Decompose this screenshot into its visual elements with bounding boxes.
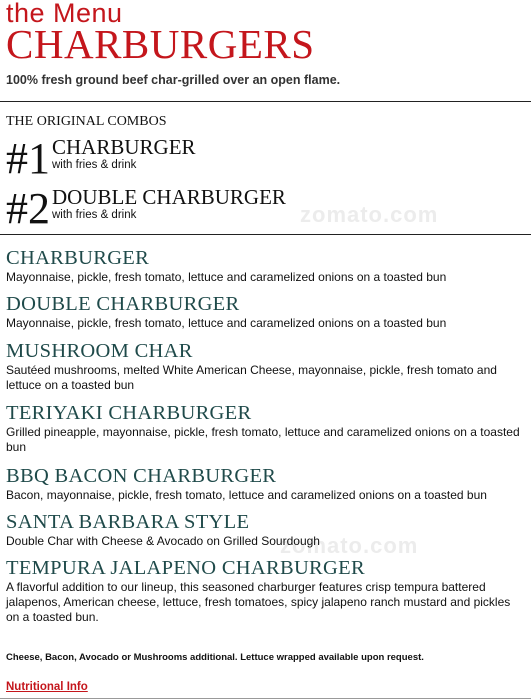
divider: [0, 234, 531, 235]
menu-item-name: CHARBURGER: [6, 247, 150, 269]
menu-item-desc: Grilled pineapple, mayonnaise, pickle, fresh tomato, lettuce and caramelized onions on a toasted bun: [6, 425, 520, 454]
footnote: Cheese, Bacon, Avocado or Mushrooms additional. Lettuce wrapped available upon request.: [6, 652, 424, 663]
divider: [0, 101, 531, 102]
menu-item: [6, 293, 524, 331]
menu-item-desc: Mayonnaise, pickle, fresh tomato, lettuce and caramelized onions on a toasted bun: [6, 270, 447, 284]
combo-sub: with fries & drink: [52, 209, 137, 221]
menu-item-name: TERIYAKI CHARBURGER: [6, 402, 252, 424]
menu-item-desc: Mayonnaise, pickle, fresh tomato, lettuce and caramelized onions on a toasted bun: [6, 316, 447, 330]
menu-item-name: TEMPURA JALAPENO CHARBURGER: [6, 557, 365, 579]
menu-item: [6, 465, 524, 503]
page-title: CHARBURGERS: [6, 21, 315, 67]
menu-kicker: the Menu: [6, 0, 123, 28]
menu-item-desc: Double Char with Cheese & Avocado on Grilled Sourdough: [6, 534, 320, 548]
combo-sub: with fries & drink: [52, 159, 137, 171]
watermark: zomato.com: [300, 202, 439, 227]
menu-item-desc: A flavorful addition to our lineup, this seasoned charburger features crisp tempura battered jalapenos, American cheese, lettuce, fresh tomatoes, spicy jalapeno ranch mustard and pickles on a toasted bun.: [6, 580, 511, 624]
menu-item: [6, 402, 524, 455]
menu-item-name: DOUBLE CHARBURGER: [6, 293, 240, 315]
menu-item: [6, 511, 524, 549]
combo-number: #1: [6, 134, 50, 183]
combo-number: #2: [6, 184, 50, 233]
tagline: 100% fresh ground beef char-grilled over an open flame.: [6, 73, 341, 87]
menu-item: [6, 247, 524, 285]
menu-item: [6, 557, 524, 625]
menu-item-name: BBQ BACON CHARBURGER: [6, 465, 277, 487]
divider: [0, 698, 531, 699]
watermark: zomato.com: [280, 533, 419, 558]
menu-item-desc: Sautéed mushrooms, melted White American Cheese, mayonnaise, pickle, fresh tomato and lettuce on a toasted bun: [6, 363, 497, 392]
menu-item-desc: Bacon, mayonnaise, pickle, fresh tomato, lettuce and caramelized onions on a toasted bun: [6, 488, 487, 502]
menu-item-name: MUSHROOM CHAR: [6, 340, 193, 362]
combo-name: CHARBURGER: [52, 135, 196, 159]
menu-item: [6, 340, 524, 393]
combo-name: DOUBLE CHARBURGER: [52, 185, 286, 209]
combos-heading: THE ORIGINAL COMBOS: [6, 114, 167, 129]
menu-item-name: SANTA BARBARA STYLE: [6, 511, 250, 533]
nutritional-info-link[interactable]: Nutritional Info: [6, 681, 88, 693]
